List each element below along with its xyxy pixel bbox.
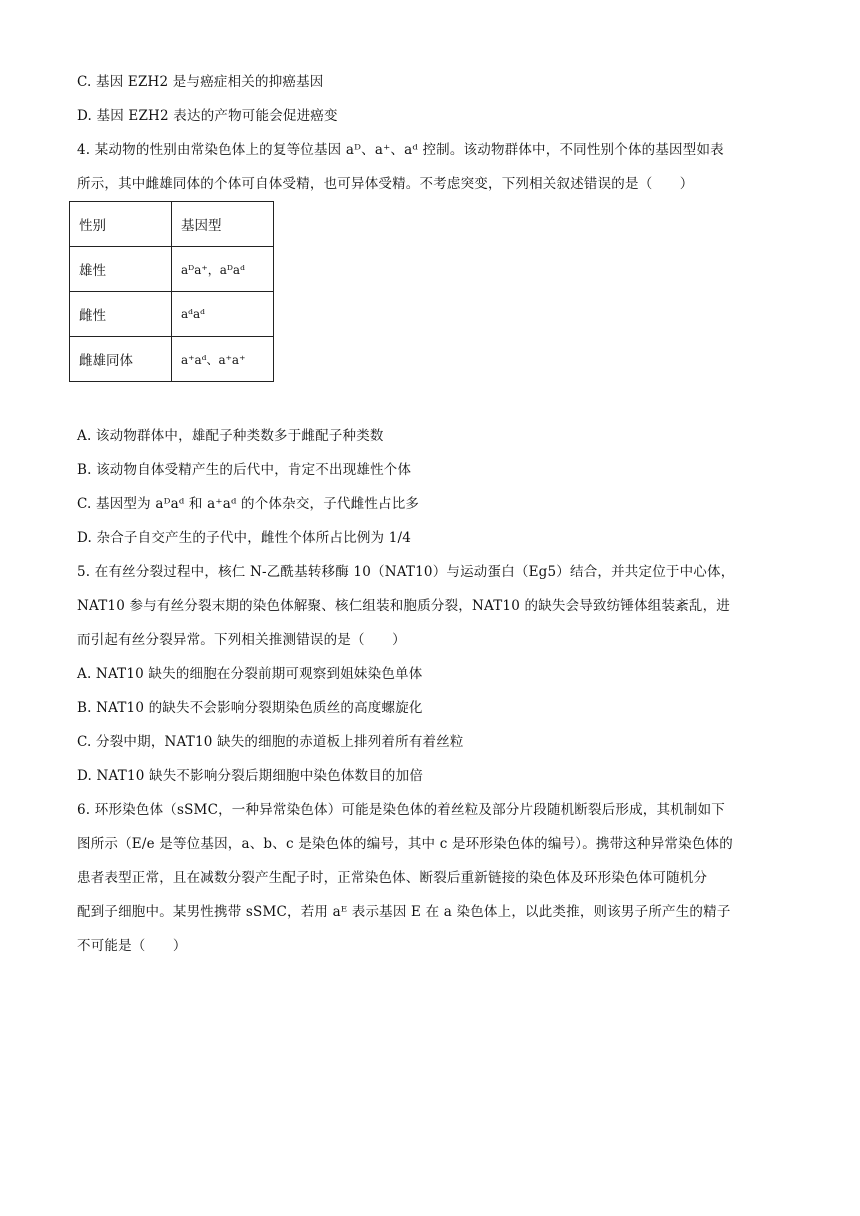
option-b-q4: B. 该动物自体受精产生的后代中，肯定不出现雄性个体	[77, 462, 412, 478]
table-row	[70, 247, 274, 292]
table-cell-genotype: aᴰa⁺，aᴰaᵈ	[172, 247, 274, 292]
question-6-stem-line5: 不可能是（ ）	[77, 938, 187, 954]
option-c-q5: C. 分裂中期，NAT10 缺失的细胞的赤道板上排列着所有着丝粒	[77, 734, 464, 750]
question-6-stem-line3: 患者表型正常，且在减数分裂产生配子时，正常染色体、断裂后重新链接的染色体及环形染色体可随机分	[77, 870, 708, 886]
table-cell-sex: 雌性	[70, 292, 172, 337]
question-5-stem-line2: NAT10 参与有丝分裂末期的染色体解聚、核仁组装和胞质分裂，NAT10 的缺失会导致纺锤体组装紊乱，进	[77, 598, 730, 614]
table-cell-genotype: aᵈaᵈ	[172, 292, 274, 337]
table-header-cell: 性别	[70, 202, 172, 247]
table-row	[70, 337, 274, 382]
table-cell-sex: 雌雄同体	[70, 337, 172, 382]
option-d-q3: D. 基因 EZH2 表达的产物可能会促进癌变	[77, 108, 338, 124]
question-4-stem-line2: 所示，其中雌雄同体的个体可自体受精，也可异体受精。不考虑突变，下列相关叙述错误的是（ ）	[77, 176, 694, 192]
option-b-q5: B. NAT10 的缺失不会影响分裂期染色质丝的高度螺旋化	[77, 700, 423, 716]
option-c-q4: C. 基因型为 aᴰaᵈ 和 a⁺aᵈ 的个体杂交，子代雌性占比多	[77, 496, 420, 512]
table-row	[70, 292, 274, 337]
table-cell-sex: 雄性	[70, 247, 172, 292]
question-5-stem-line3: 而引起有丝分裂异常。下列相关推测错误的是（ ）	[77, 632, 406, 648]
table-header-cell: 基因型	[172, 202, 274, 247]
option-a-q5: A. NAT10 缺失的细胞在分裂前期可观察到姐妹染色单体	[77, 666, 423, 682]
question-5-stem-line1: 5. 在有丝分裂过程中，核仁 N-乙酰基转移酶 10（NAT10）与运动蛋白（Eg5）结合，并共定位于中心体，	[77, 564, 735, 580]
option-d-q4: D. 杂合子自交产生的子代中，雌性个体所占比例为 1/4	[77, 530, 412, 546]
option-d-q5: D. NAT10 缺失不影响分裂后期细胞中染色体数目的加倍	[77, 768, 424, 784]
question-4-stem-line1: 4. 某动物的性别由常染色体上的复等位基因 aᴰ、a⁺、aᵈ 控制。该动物群体中，不同性别个体的基因型如表	[77, 142, 724, 158]
question-6-stem-line1: 6. 环形染色体（sSMC，一种异常染色体）可能是染色体的着丝粒及部分片段随机断裂后形成，其机制如下	[77, 802, 725, 818]
question-6-stem-line4: 配到子细胞中。某男性携带 sSMC，若用 aᴱ 表示基因 E 在 a 染色体上，以此类推，则该男子所产生的精子	[77, 904, 731, 920]
table-header-row	[70, 202, 274, 247]
table-cell-genotype: a⁺aᵈ、a⁺a⁺	[172, 337, 274, 382]
option-a-q4: A. 该动物群体中，雄配子种类数多于雌配子种类数	[77, 428, 384, 444]
genotype-table	[69, 201, 274, 382]
question-6-stem-line2: 图所示（E/e 是等位基因，a、b、c 是染色体的编号，其中 c 是环形染色体的编号）。携带这种异常染色体的	[77, 836, 733, 852]
option-c-q3: C. 基因 EZH2 是与癌症相关的抑癌基因	[77, 74, 324, 90]
